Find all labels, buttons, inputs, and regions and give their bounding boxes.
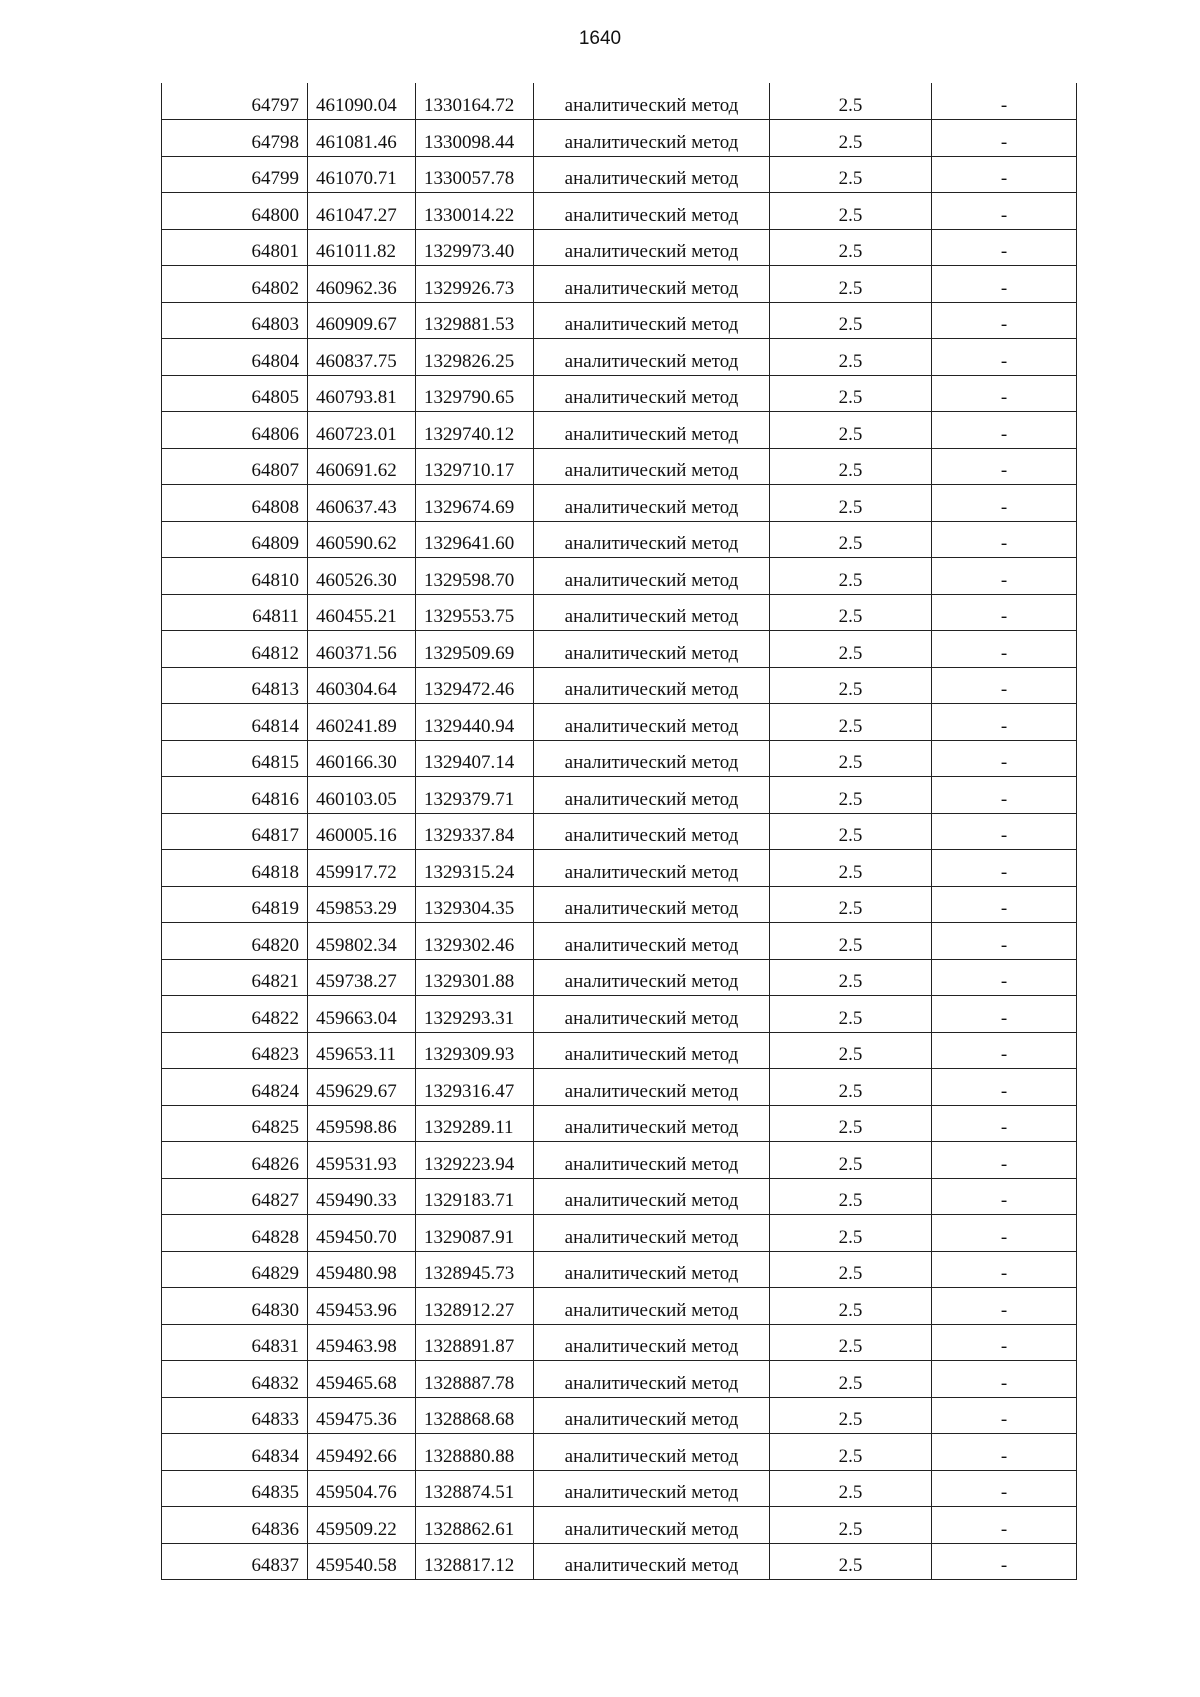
- accuracy-cell: 2.5: [770, 631, 932, 668]
- x-coordinate-cell: 459738.27: [308, 959, 416, 996]
- x-coordinate-cell: 459480.98: [308, 1251, 416, 1288]
- point-number-cell: 64818: [162, 850, 308, 887]
- x-coordinate-cell: 459475.36: [308, 1397, 416, 1434]
- y-coordinate-cell: 1328891.87: [416, 1324, 534, 1361]
- note-cell: -: [932, 1434, 1077, 1471]
- x-coordinate-cell: 460304.64: [308, 667, 416, 704]
- table-row: [162, 339, 1077, 376]
- note-cell: -: [932, 1105, 1077, 1142]
- table-row: [162, 266, 1077, 303]
- x-coordinate-cell: 459598.86: [308, 1105, 416, 1142]
- note-cell: -: [932, 521, 1077, 558]
- table-row: [162, 1142, 1077, 1179]
- table-row: [162, 521, 1077, 558]
- method-cell: аналитический метод: [534, 120, 770, 157]
- point-number-cell: 64801: [162, 229, 308, 266]
- note-cell: -: [932, 302, 1077, 339]
- y-coordinate-cell: 1328887.78: [416, 1361, 534, 1398]
- accuracy-cell: 2.5: [770, 375, 932, 412]
- y-coordinate-cell: 1328868.68: [416, 1397, 534, 1434]
- x-coordinate-cell: 459490.33: [308, 1178, 416, 1215]
- point-number-cell: 64819: [162, 886, 308, 923]
- y-coordinate-cell: 1329293.31: [416, 996, 534, 1033]
- table-row: [162, 1251, 1077, 1288]
- table-row: [162, 193, 1077, 230]
- method-cell: аналитический метод: [534, 229, 770, 266]
- y-coordinate-cell: 1329598.70: [416, 558, 534, 595]
- accuracy-cell: 2.5: [770, 886, 932, 923]
- y-coordinate-cell: 1329407.14: [416, 740, 534, 777]
- y-coordinate-cell: 1329553.75: [416, 594, 534, 631]
- point-number-cell: 64816: [162, 777, 308, 814]
- y-coordinate-cell: 1329315.24: [416, 850, 534, 887]
- point-number-cell: 64820: [162, 923, 308, 960]
- y-coordinate-cell: 1329472.46: [416, 667, 534, 704]
- y-coordinate-cell: 1329509.69: [416, 631, 534, 668]
- table-row: [162, 120, 1077, 157]
- x-coordinate-cell: 459917.72: [308, 850, 416, 887]
- y-coordinate-cell: 1329926.73: [416, 266, 534, 303]
- y-coordinate-cell: 1330164.72: [416, 83, 534, 120]
- point-number-cell: 64835: [162, 1470, 308, 1507]
- point-number-cell: 64802: [162, 266, 308, 303]
- x-coordinate-cell: 459504.76: [308, 1470, 416, 1507]
- point-number-cell: 64825: [162, 1105, 308, 1142]
- point-number-cell: 64803: [162, 302, 308, 339]
- accuracy-cell: 2.5: [770, 83, 932, 120]
- x-coordinate-cell: 459802.34: [308, 923, 416, 960]
- coordinates-table-body: [162, 83, 1077, 1580]
- note-cell: -: [932, 1032, 1077, 1069]
- y-coordinate-cell: 1329223.94: [416, 1142, 534, 1179]
- x-coordinate-cell: 459663.04: [308, 996, 416, 1033]
- note-cell: -: [932, 339, 1077, 376]
- point-number-cell: 64822: [162, 996, 308, 1033]
- method-cell: аналитический метод: [534, 923, 770, 960]
- accuracy-cell: 2.5: [770, 1178, 932, 1215]
- table-row: [162, 156, 1077, 193]
- note-cell: -: [932, 1361, 1077, 1398]
- y-coordinate-cell: 1329674.69: [416, 485, 534, 522]
- method-cell: аналитический метод: [534, 339, 770, 376]
- table-row: [162, 485, 1077, 522]
- note-cell: -: [932, 923, 1077, 960]
- accuracy-cell: 2.5: [770, 594, 932, 631]
- table-row: [162, 923, 1077, 960]
- point-number-cell: 64829: [162, 1251, 308, 1288]
- accuracy-cell: 2.5: [770, 1543, 932, 1580]
- x-coordinate-cell: 460526.30: [308, 558, 416, 595]
- accuracy-cell: 2.5: [770, 704, 932, 741]
- method-cell: аналитический метод: [534, 1543, 770, 1580]
- table-row: [162, 631, 1077, 668]
- x-coordinate-cell: 461090.04: [308, 83, 416, 120]
- x-coordinate-cell: 460962.36: [308, 266, 416, 303]
- note-cell: -: [932, 631, 1077, 668]
- x-coordinate-cell: 459629.67: [308, 1069, 416, 1106]
- point-number-cell: 64837: [162, 1543, 308, 1580]
- accuracy-cell: 2.5: [770, 266, 932, 303]
- y-coordinate-cell: 1329289.11: [416, 1105, 534, 1142]
- accuracy-cell: 2.5: [770, 448, 932, 485]
- y-coordinate-cell: 1329826.25: [416, 339, 534, 376]
- x-coordinate-cell: 460723.01: [308, 412, 416, 449]
- method-cell: аналитический метод: [534, 485, 770, 522]
- x-coordinate-cell: 461081.46: [308, 120, 416, 157]
- method-cell: аналитический метод: [534, 886, 770, 923]
- note-cell: -: [932, 1069, 1077, 1106]
- point-number-cell: 64800: [162, 193, 308, 230]
- point-number-cell: 64817: [162, 813, 308, 850]
- point-number-cell: 64831: [162, 1324, 308, 1361]
- x-coordinate-cell: 459540.58: [308, 1543, 416, 1580]
- table-row: [162, 813, 1077, 850]
- note-cell: -: [932, 375, 1077, 412]
- accuracy-cell: 2.5: [770, 302, 932, 339]
- table-row: [162, 1543, 1077, 1580]
- table-row: [162, 302, 1077, 339]
- accuracy-cell: 2.5: [770, 229, 932, 266]
- note-cell: -: [932, 156, 1077, 193]
- note-cell: -: [932, 740, 1077, 777]
- method-cell: аналитический метод: [534, 1215, 770, 1252]
- x-coordinate-cell: 460241.89: [308, 704, 416, 741]
- page-number: 1640: [578, 28, 622, 49]
- method-cell: аналитический метод: [534, 704, 770, 741]
- x-coordinate-cell: 459465.68: [308, 1361, 416, 1398]
- method-cell: аналитический метод: [534, 375, 770, 412]
- y-coordinate-cell: 1329881.53: [416, 302, 534, 339]
- note-cell: -: [932, 485, 1077, 522]
- accuracy-cell: 2.5: [770, 1397, 932, 1434]
- table-row: [162, 1069, 1077, 1106]
- x-coordinate-cell: 461070.71: [308, 156, 416, 193]
- method-cell: аналитический метод: [534, 594, 770, 631]
- point-number-cell: 64807: [162, 448, 308, 485]
- point-number-cell: 64814: [162, 704, 308, 741]
- method-cell: аналитический метод: [534, 1361, 770, 1398]
- point-number-cell: 64805: [162, 375, 308, 412]
- table-row: [162, 1470, 1077, 1507]
- note-cell: -: [932, 886, 1077, 923]
- y-coordinate-cell: 1329973.40: [416, 229, 534, 266]
- accuracy-cell: 2.5: [770, 558, 932, 595]
- table-row: [162, 558, 1077, 595]
- x-coordinate-cell: 460166.30: [308, 740, 416, 777]
- table-row: [162, 375, 1077, 412]
- table-row: [162, 850, 1077, 887]
- method-cell: аналитический метод: [534, 1397, 770, 1434]
- accuracy-cell: 2.5: [770, 1251, 932, 1288]
- note-cell: -: [932, 850, 1077, 887]
- method-cell: аналитический метод: [534, 959, 770, 996]
- accuracy-cell: 2.5: [770, 850, 932, 887]
- table-row: [162, 1178, 1077, 1215]
- method-cell: аналитический метод: [534, 1470, 770, 1507]
- note-cell: -: [932, 448, 1077, 485]
- accuracy-cell: 2.5: [770, 156, 932, 193]
- accuracy-cell: 2.5: [770, 1069, 932, 1106]
- method-cell: аналитический метод: [534, 266, 770, 303]
- y-coordinate-cell: 1329710.17: [416, 448, 534, 485]
- method-cell: аналитический метод: [534, 448, 770, 485]
- table-row: [162, 667, 1077, 704]
- y-coordinate-cell: 1328945.73: [416, 1251, 534, 1288]
- table-row: [162, 777, 1077, 814]
- table-row: [162, 1215, 1077, 1252]
- accuracy-cell: 2.5: [770, 521, 932, 558]
- note-cell: -: [932, 1470, 1077, 1507]
- table-row: [162, 959, 1077, 996]
- accuracy-cell: 2.5: [770, 1434, 932, 1471]
- table-row: [162, 704, 1077, 741]
- point-number-cell: 64799: [162, 156, 308, 193]
- note-cell: -: [932, 1142, 1077, 1179]
- method-cell: аналитический метод: [534, 1507, 770, 1544]
- table-row: [162, 1032, 1077, 1069]
- point-number-cell: 64813: [162, 667, 308, 704]
- x-coordinate-cell: 460691.62: [308, 448, 416, 485]
- x-coordinate-cell: 460103.05: [308, 777, 416, 814]
- x-coordinate-cell: 459463.98: [308, 1324, 416, 1361]
- x-coordinate-cell: 459653.11: [308, 1032, 416, 1069]
- note-cell: -: [932, 83, 1077, 120]
- point-number-cell: 64821: [162, 959, 308, 996]
- point-number-cell: 64798: [162, 120, 308, 157]
- accuracy-cell: 2.5: [770, 1470, 932, 1507]
- y-coordinate-cell: 1329183.71: [416, 1178, 534, 1215]
- y-coordinate-cell: 1330057.78: [416, 156, 534, 193]
- note-cell: -: [932, 266, 1077, 303]
- note-cell: -: [932, 996, 1077, 1033]
- note-cell: -: [932, 120, 1077, 157]
- method-cell: аналитический метод: [534, 667, 770, 704]
- coordinates-table: [161, 83, 1077, 1580]
- point-number-cell: 64830: [162, 1288, 308, 1325]
- method-cell: аналитический метод: [534, 1142, 770, 1179]
- accuracy-cell: 2.5: [770, 1032, 932, 1069]
- y-coordinate-cell: 1329440.94: [416, 704, 534, 741]
- note-cell: -: [932, 193, 1077, 230]
- point-number-cell: 64812: [162, 631, 308, 668]
- point-number-cell: 64827: [162, 1178, 308, 1215]
- point-number-cell: 64826: [162, 1142, 308, 1179]
- table-row: [162, 1288, 1077, 1325]
- point-number-cell: 64806: [162, 412, 308, 449]
- x-coordinate-cell: 459450.70: [308, 1215, 416, 1252]
- table-row: [162, 229, 1077, 266]
- x-coordinate-cell: 460590.62: [308, 521, 416, 558]
- accuracy-cell: 2.5: [770, 120, 932, 157]
- y-coordinate-cell: 1329087.91: [416, 1215, 534, 1252]
- note-cell: -: [932, 813, 1077, 850]
- method-cell: аналитический метод: [534, 1105, 770, 1142]
- accuracy-cell: 2.5: [770, 1361, 932, 1398]
- note-cell: -: [932, 594, 1077, 631]
- table-row: [162, 1361, 1077, 1398]
- point-number-cell: 64808: [162, 485, 308, 522]
- table-row: [162, 1105, 1077, 1142]
- y-coordinate-cell: 1329337.84: [416, 813, 534, 850]
- note-cell: -: [932, 959, 1077, 996]
- accuracy-cell: 2.5: [770, 959, 932, 996]
- accuracy-cell: 2.5: [770, 485, 932, 522]
- note-cell: -: [932, 1251, 1077, 1288]
- method-cell: аналитический метод: [534, 1324, 770, 1361]
- accuracy-cell: 2.5: [770, 1288, 932, 1325]
- method-cell: аналитический метод: [534, 83, 770, 120]
- method-cell: аналитический метод: [534, 521, 770, 558]
- y-coordinate-cell: 1328874.51: [416, 1470, 534, 1507]
- accuracy-cell: 2.5: [770, 1324, 932, 1361]
- note-cell: -: [932, 704, 1077, 741]
- y-coordinate-cell: 1328880.88: [416, 1434, 534, 1471]
- x-coordinate-cell: 459531.93: [308, 1142, 416, 1179]
- accuracy-cell: 2.5: [770, 1105, 932, 1142]
- accuracy-cell: 2.5: [770, 996, 932, 1033]
- method-cell: аналитический метод: [534, 996, 770, 1033]
- note-cell: -: [932, 229, 1077, 266]
- table-row: [162, 1324, 1077, 1361]
- x-coordinate-cell: 459453.96: [308, 1288, 416, 1325]
- method-cell: аналитический метод: [534, 1251, 770, 1288]
- note-cell: -: [932, 558, 1077, 595]
- method-cell: аналитический метод: [534, 850, 770, 887]
- y-coordinate-cell: 1330014.22: [416, 193, 534, 230]
- point-number-cell: 64836: [162, 1507, 308, 1544]
- note-cell: -: [932, 1215, 1077, 1252]
- point-number-cell: 64824: [162, 1069, 308, 1106]
- y-coordinate-cell: 1329304.35: [416, 886, 534, 923]
- table-row: [162, 996, 1077, 1033]
- accuracy-cell: 2.5: [770, 923, 932, 960]
- method-cell: аналитический метод: [534, 412, 770, 449]
- point-number-cell: 64810: [162, 558, 308, 595]
- y-coordinate-cell: 1328862.61: [416, 1507, 534, 1544]
- point-number-cell: 64832: [162, 1361, 308, 1398]
- y-coordinate-cell: 1328817.12: [416, 1543, 534, 1580]
- accuracy-cell: 2.5: [770, 1215, 932, 1252]
- point-number-cell: 64834: [162, 1434, 308, 1471]
- point-number-cell: 64833: [162, 1397, 308, 1434]
- x-coordinate-cell: 460837.75: [308, 339, 416, 376]
- table-row: [162, 594, 1077, 631]
- accuracy-cell: 2.5: [770, 1142, 932, 1179]
- note-cell: -: [932, 667, 1077, 704]
- method-cell: аналитический метод: [534, 1069, 770, 1106]
- x-coordinate-cell: 460793.81: [308, 375, 416, 412]
- accuracy-cell: 2.5: [770, 1507, 932, 1544]
- y-coordinate-cell: 1329302.46: [416, 923, 534, 960]
- accuracy-cell: 2.5: [770, 193, 932, 230]
- method-cell: аналитический метод: [534, 1032, 770, 1069]
- x-coordinate-cell: 460005.16: [308, 813, 416, 850]
- y-coordinate-cell: 1329641.60: [416, 521, 534, 558]
- y-coordinate-cell: 1329309.93: [416, 1032, 534, 1069]
- method-cell: аналитический метод: [534, 1434, 770, 1471]
- x-coordinate-cell: 459492.66: [308, 1434, 416, 1471]
- accuracy-cell: 2.5: [770, 412, 932, 449]
- method-cell: аналитический метод: [534, 1178, 770, 1215]
- x-coordinate-cell: 460455.21: [308, 594, 416, 631]
- note-cell: -: [932, 777, 1077, 814]
- x-coordinate-cell: 460909.67: [308, 302, 416, 339]
- table-row: [162, 412, 1077, 449]
- y-coordinate-cell: 1329379.71: [416, 777, 534, 814]
- method-cell: аналитический метод: [534, 302, 770, 339]
- note-cell: -: [932, 1178, 1077, 1215]
- point-number-cell: 64823: [162, 1032, 308, 1069]
- point-number-cell: 64809: [162, 521, 308, 558]
- accuracy-cell: 2.5: [770, 667, 932, 704]
- table-row: [162, 1434, 1077, 1471]
- y-coordinate-cell: 1328912.27: [416, 1288, 534, 1325]
- method-cell: аналитический метод: [534, 631, 770, 668]
- method-cell: аналитический метод: [534, 156, 770, 193]
- x-coordinate-cell: 459509.22: [308, 1507, 416, 1544]
- method-cell: аналитический метод: [534, 558, 770, 595]
- method-cell: аналитический метод: [534, 193, 770, 230]
- point-number-cell: 64815: [162, 740, 308, 777]
- note-cell: -: [932, 1543, 1077, 1580]
- table-row: [162, 740, 1077, 777]
- accuracy-cell: 2.5: [770, 813, 932, 850]
- x-coordinate-cell: 461011.82: [308, 229, 416, 266]
- point-number-cell: 64828: [162, 1215, 308, 1252]
- y-coordinate-cell: 1329301.88: [416, 959, 534, 996]
- y-coordinate-cell: 1329790.65: [416, 375, 534, 412]
- x-coordinate-cell: 460371.56: [308, 631, 416, 668]
- point-number-cell: 64811: [162, 594, 308, 631]
- note-cell: -: [932, 1288, 1077, 1325]
- method-cell: аналитический метод: [534, 740, 770, 777]
- point-number-cell: 64797: [162, 83, 308, 120]
- x-coordinate-cell: 460637.43: [308, 485, 416, 522]
- accuracy-cell: 2.5: [770, 339, 932, 376]
- y-coordinate-cell: 1329316.47: [416, 1069, 534, 1106]
- x-coordinate-cell: 459853.29: [308, 886, 416, 923]
- note-cell: -: [932, 1397, 1077, 1434]
- method-cell: аналитический метод: [534, 777, 770, 814]
- note-cell: -: [932, 1507, 1077, 1544]
- table-row: [162, 886, 1077, 923]
- table-row: [162, 83, 1077, 120]
- table-row: [162, 448, 1077, 485]
- accuracy-cell: 2.5: [770, 777, 932, 814]
- note-cell: -: [932, 1324, 1077, 1361]
- method-cell: аналитический метод: [534, 1288, 770, 1325]
- accuracy-cell: 2.5: [770, 740, 932, 777]
- table-row: [162, 1507, 1077, 1544]
- point-number-cell: 64804: [162, 339, 308, 376]
- note-cell: -: [932, 412, 1077, 449]
- method-cell: аналитический метод: [534, 813, 770, 850]
- x-coordinate-cell: 461047.27: [308, 193, 416, 230]
- y-coordinate-cell: 1330098.44: [416, 120, 534, 157]
- table-row: [162, 1397, 1077, 1434]
- y-coordinate-cell: 1329740.12: [416, 412, 534, 449]
